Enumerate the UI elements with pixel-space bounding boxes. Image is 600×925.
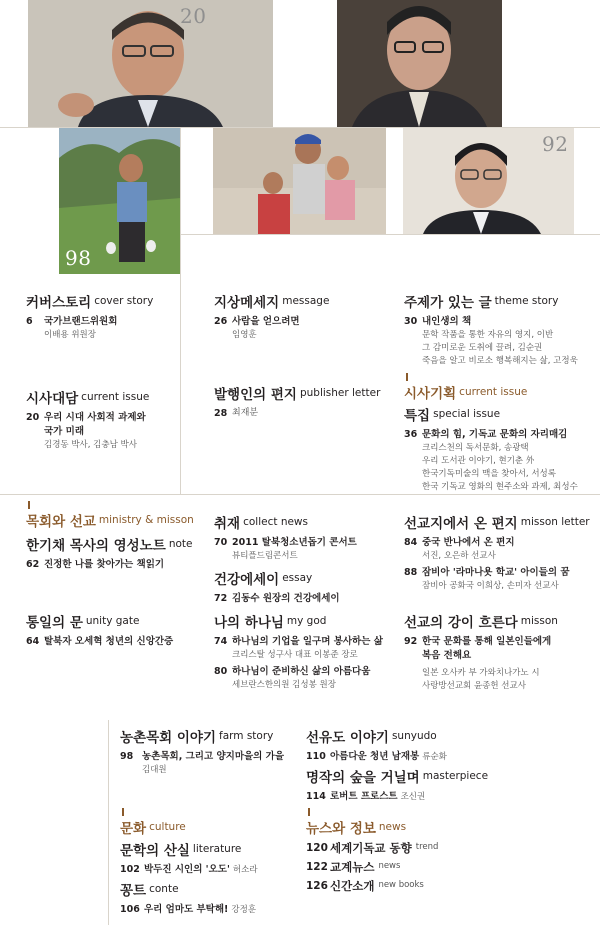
category-title-en: news [378,821,407,833]
page-number: 84 [404,537,418,548]
page-number: 122 [306,861,328,873]
section-title-en: misson letter [520,516,590,528]
page-number: 36 [404,429,418,440]
section-title-en: current issue [81,391,150,403]
list-item[interactable] [214,407,380,421]
item-title: 우리 시대 사회적 과제와 [44,412,146,423]
section-masterpiece [306,767,488,804]
list-item[interactable] [26,315,153,342]
section-misson-letter [404,513,590,593]
section-special-issue [404,373,578,494]
section-title-en: note [168,538,193,550]
item-title: 최재분 [232,408,259,418]
section-title: 명작의 숲을 거닐며 [306,770,420,786]
item-sub: 이배용 위원장 [44,330,96,340]
divider [0,494,600,495]
page-number: 26 [214,316,228,327]
section-cover-story [26,292,153,342]
page-number: 88 [404,567,418,578]
page-number: 20 [26,412,40,423]
item-title: 하나님이 준비하신 삶의 아름다움 [232,666,371,677]
item-sub: 서진, 오은하 선교사 [422,551,496,561]
section-my-god [214,612,383,692]
category-marker [406,373,408,381]
section-essay [214,569,340,606]
list-item[interactable] [306,750,447,764]
item-title: 김동수 원장의 건강에세이 [232,593,340,604]
section-culture [120,808,258,877]
item-sub: 크리스탈 성구사 대표 이봉준 장로 [232,650,358,660]
item-title: 잠비아 '라마나욧 학교' 아이들의 꿈 [422,567,570,578]
section-farm-story [120,727,284,777]
section-title-en: farm story [219,730,274,742]
item-title-en: news [378,861,401,871]
item-title: 탈북자 오세혁 청년의 신앙간증 [44,636,174,647]
section-title-en: conte [149,883,179,895]
page-number: 74 [214,636,228,647]
list-item[interactable] [214,635,383,662]
page-number: 70 [214,537,228,548]
list-item[interactable] [26,635,173,649]
section-title: 발행인의 편지 [214,387,297,403]
item-title: 국가브랜드위원회 [44,316,118,327]
item-title-2: 복음 전해요 [422,650,472,661]
section-title-en: masterpiece [422,770,489,782]
page-number: 30 [404,316,418,327]
section-title: 취재 [214,516,241,532]
item-sub: 한국기독미술의 맥을 찾아서, 서성록 [422,469,556,479]
category-marker [122,808,124,816]
section-title: 통일의 문 [26,615,83,631]
item-sub: 우리 도서관 이야기, 현기춘 外 [422,456,535,466]
list-item[interactable] [26,411,149,452]
page-number: 64 [26,636,40,647]
list-item[interactable] [120,750,284,777]
section-title-en: literature [192,843,242,855]
page-number: 6 [26,316,33,327]
list-item[interactable] [214,536,357,563]
item-title: 로버트 프로스트 [330,791,398,802]
page-number: 72 [214,593,228,604]
section-title: 농촌목회 이야기 [120,730,216,746]
category-title: 뉴스와 정보 [306,821,376,837]
item-sub: 죽음을 알고 비로소 행복해지는 삶, 고정욱 [422,356,578,366]
section-title-en: publisher letter [299,387,381,399]
item-sub: 사랑방선교회 윤종헌 선교사 [422,681,526,691]
item-sub: 크리스천의 독서문화, 송광택 [422,443,529,453]
page-number: 126 [306,880,328,892]
page-number: 80 [214,666,228,677]
page-number: 92 [404,636,418,647]
photo-page-number: 92 [542,132,569,156]
list-item[interactable] [306,790,488,804]
list-item[interactable] [404,566,590,593]
category-marker [28,501,30,509]
photo-page-number: 20 [180,4,207,28]
item-title: 내인생의 책 [422,316,472,327]
divider [180,128,181,494]
section-title: 시사대담 [26,391,79,407]
list-item[interactable] [120,903,256,917]
section-conte [120,880,256,917]
item-title: 박두진 시인의 '오도' [144,864,230,875]
section-title: 커버스토리 [26,295,92,311]
photo-man-speaking [28,0,273,127]
section-title-en: my god [286,615,327,627]
item-title: 아름다운 청년 남재봉 [330,751,420,762]
item-title: 사람을 얻으려면 [232,316,300,327]
item-title: 세계기독교 동향 [330,841,412,855]
list-item[interactable] [404,315,578,368]
category-title: 문화 [120,821,147,837]
list-item[interactable] [404,635,558,693]
list-item[interactable] [120,863,258,877]
category-title-en: current issue [459,386,528,398]
section-publisher-letter [214,384,380,421]
section-news [306,808,438,895]
item-sub: 한국 기독교 영화의 현주소와 과제, 최성수 [422,482,578,492]
section-ministry [26,501,194,572]
section-current-issue [26,388,149,452]
item-sub: 류순화 [422,752,447,762]
divider [108,720,109,925]
list-item[interactable] [306,879,438,895]
item-sub: 일본 오사카 부 가와치나가노 시 [422,668,540,678]
category-marker [308,808,310,816]
section-collect-news [214,513,357,563]
photo-page-number: 98 [65,246,92,270]
list-item[interactable] [306,841,438,857]
section-title-en: theme story [494,295,559,307]
section-title: 선유도 이야기 [306,730,389,746]
item-title: 교계뉴스 [330,860,375,874]
item-sub: 문학 작품을 통한 자유의 영지, 이반 [422,330,554,340]
section-title: 한기채 목사의 영성노트 [26,538,166,554]
section-title-en: essay [282,572,313,584]
section-title-en: cover story [94,295,154,307]
section-sunyudo [306,727,447,764]
section-message [214,292,329,342]
section-theme-story [404,292,578,368]
item-title: 신간소개 [330,879,375,893]
item-title: 농촌목회, 그리고 양지마을의 가을 [142,751,285,762]
section-title: 선교의 강이 흐른다 [404,615,518,631]
section-title-en: message [282,295,330,307]
section-title-en: collect news [243,516,308,528]
item-sub: 그 감미로운 도취에 끌려, 김순권 [422,343,543,353]
page-number: 110 [306,751,326,762]
item-title: 한국 문화를 통해 일본인들에게 [422,636,552,647]
item-title: 진정한 나를 찾아가는 책읽기 [44,559,165,570]
page-number: 62 [26,559,40,570]
section-title: 꽁트 [120,883,147,899]
list-item[interactable] [214,315,329,342]
page-number: 102 [120,864,140,875]
section-title: 특집 [404,408,431,424]
section-title: 나의 하나님 [214,615,284,631]
section-unity-gate [26,612,173,649]
item-title: 2011 탈북청소년돕기 콘서트 [232,537,357,548]
divider [180,234,600,235]
item-sub: 강정훈 [231,905,257,915]
item-title-2: 국가 미래 [44,426,85,437]
section-title: 선교지에서 온 편지 [404,516,518,532]
item-title: 하나님의 기업을 일구며 봉사하는 삶 [232,636,383,647]
page-number: 98 [120,751,134,762]
category-title-en: culture [149,821,186,833]
section-title-en: unity gate [85,615,140,627]
item-sub: 김대원 [142,765,167,775]
category-title: 시사기획 [404,386,457,402]
list-item[interactable] [214,665,383,692]
section-title: 지상메세지 [214,295,280,311]
section-title-en: sunyudo [391,730,437,742]
list-item[interactable] [26,558,194,572]
item-sub: 임영훈 [232,330,257,340]
item-sub: 조신권 [400,792,426,802]
category-title: 목회와 선교 [26,514,96,530]
section-title-en: special issue [433,408,501,420]
section-title: 문학의 산실 [120,843,190,859]
item-title: 문화의 힘, 기독교 문화의 자리매김 [422,429,568,440]
photo-man-glasses [337,0,502,127]
list-item[interactable] [404,428,578,494]
section-title-en: misson [520,615,558,627]
category-title-en: ministry & misson [98,514,194,526]
item-title-en: trend [415,842,439,852]
item-sub: 뷰티플드림콘서트 [232,551,298,561]
page-number: 106 [120,904,140,915]
page-number: 120 [306,842,328,854]
section-misson [404,612,558,693]
item-sub: 잠비아 공화국 이희상, 손미자 선교사 [422,581,559,591]
photo-family [213,128,386,234]
page-number: 28 [214,408,228,419]
divider [0,127,600,128]
item-title-en: new books [378,880,424,890]
list-item[interactable] [214,592,340,606]
section-title: 주제가 있는 글 [404,295,492,311]
list-item[interactable] [306,860,438,876]
item-sub: 허소라 [232,865,258,875]
item-title: 우리 엄마도 부탁해! [144,904,229,915]
page-number: 114 [306,791,326,802]
item-title: 중국 반나에서 온 편지 [422,537,515,548]
section-title: 건강에세이 [214,572,280,588]
item-sub: 세브란스한의원 김성봉 원장 [232,680,336,690]
item-sub: 김경동 박사, 김충남 박사 [44,440,137,450]
list-item[interactable] [404,536,590,563]
